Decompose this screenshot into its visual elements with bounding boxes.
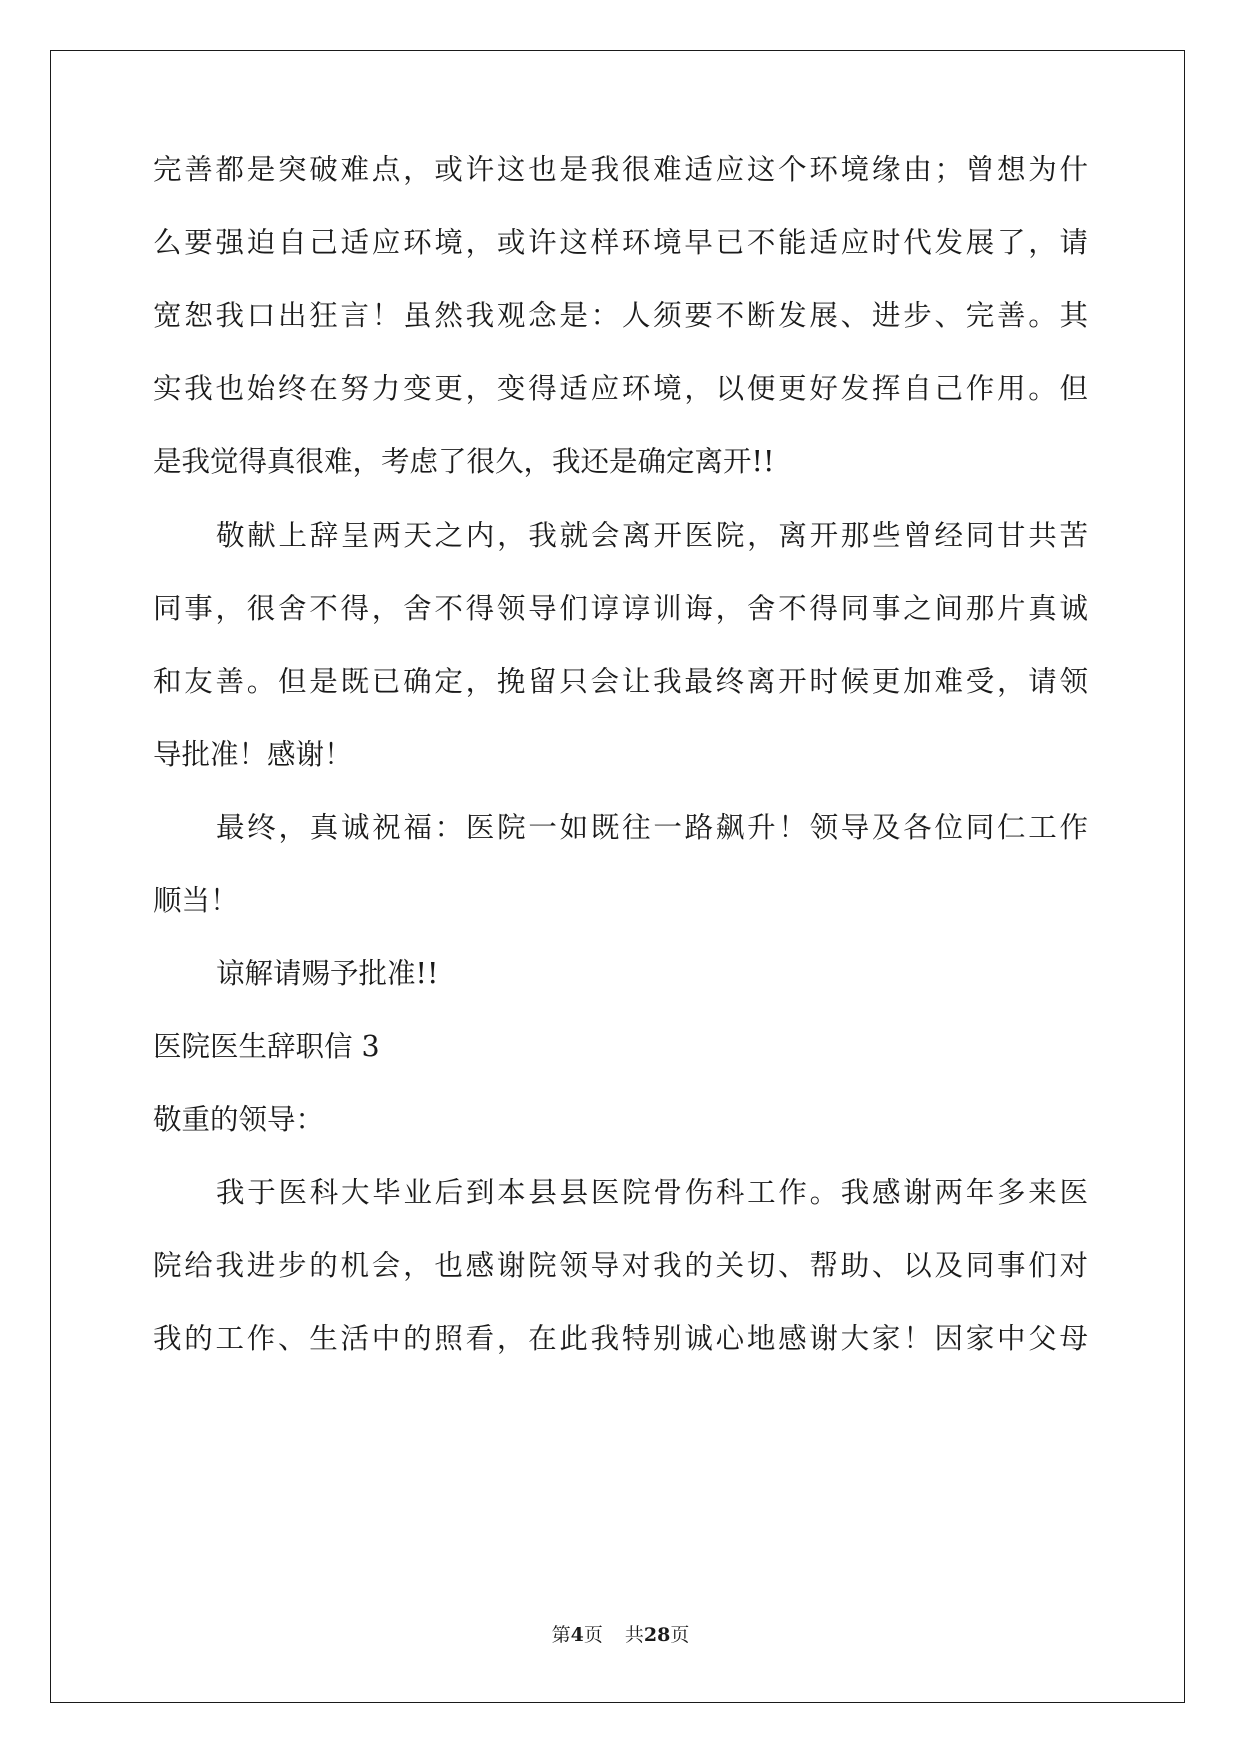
page-prefix: 第 xyxy=(551,1624,571,1646)
text-line: 院给我进步的机会，也感谢院领导对我的关切、帮助、以及同事们对 xyxy=(153,1249,1088,1282)
text-line: 完善都是突破难点，或许这也是我很难适应这个环境缘由；曾想为什 xyxy=(153,153,1088,186)
text-line: 宽恕我口出狂言！虽然我观念是：人须要不断发展、进步、完善。其 xyxy=(153,299,1088,332)
total-suffix: 页 xyxy=(670,1624,690,1646)
paragraph-start: 谅解请赐予批准!! xyxy=(216,957,439,990)
text-line: 同事，很舍不得，舍不得领导们谆谆训诲，舍不得同事之间那片真诚 xyxy=(153,592,1088,625)
salutation: 敬重的领导： xyxy=(153,1103,325,1136)
total-pages: 28 xyxy=(643,1624,671,1646)
text-line: 顺当！ xyxy=(153,884,239,917)
text-line: 和友善。但是既已确定，挽留只会让我最终离开时候更加难受，请领 xyxy=(153,665,1088,698)
page-suffix: 页 xyxy=(583,1624,603,1646)
paragraph-start: 最终，真诚祝福：医院一如既往一路飙升！领导及各位同仁工作 xyxy=(216,811,1088,844)
paragraph-start: 我于医科大毕业后到本县县医院骨伤科工作。我感谢两年多来医 xyxy=(216,1176,1088,1209)
page-number: 4 xyxy=(570,1624,584,1646)
page-footer xyxy=(0,1621,1241,1649)
total-prefix: 共 xyxy=(624,1624,644,1646)
text-line: 实我也始终在努力变更，变得适应环境，以便更好发挥自己作用。但 xyxy=(153,372,1088,405)
text-line: 么要强迫自己适应环境，或许这样环境早已不能适应时代发展了，请 xyxy=(153,226,1088,259)
text-line: 导批准！感谢！ xyxy=(153,738,353,771)
paragraph-start: 敬献上辞呈两天之内，我就会离开医院，离开那些曾经同甘共苦 xyxy=(216,519,1088,552)
text-line: 是我觉得真很难，考虑了很久，我还是确定离开!! xyxy=(153,445,775,478)
text-line: 我的工作、生活中的照看，在此我特别诚心地感谢大家！因家中父母 xyxy=(153,1322,1088,1355)
section-heading: 医院医生辞职信 3 xyxy=(153,1030,380,1063)
